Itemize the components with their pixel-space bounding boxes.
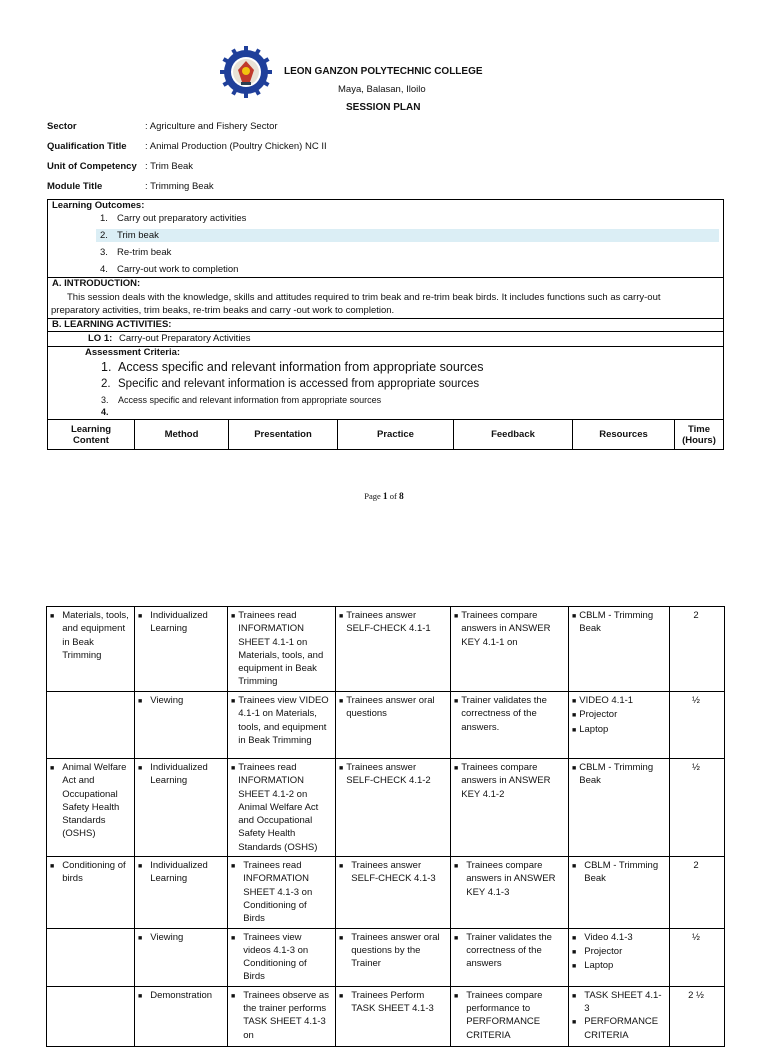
- cell-feedback: ■ Trainees compare answers in ANSWER KEY 4.1-2: [451, 759, 569, 857]
- col-header-practice: Practice: [338, 420, 454, 450]
- criteria-item: [101, 407, 118, 417]
- cell-method: ■ Individualized Learning: [135, 759, 228, 857]
- lo-row: [47, 331, 724, 347]
- bullet-icon: ■: [138, 934, 143, 942]
- col-header-content: Learning Content: [48, 420, 135, 450]
- criteria-item: [101, 395, 381, 405]
- bullet-icon: ■: [231, 992, 236, 1000]
- cell-presentation: ■ Trainees view videos 4.1-3 on Conditioning of Birds: [228, 928, 336, 986]
- bullet-icon: ■: [572, 698, 577, 705]
- introduction-line: preparatory activities, trim beaks, re-trim beaks and carry -out work to completion.: [51, 305, 395, 316]
- table-row: [47, 607, 725, 692]
- bullet-icon: ■: [572, 613, 577, 620]
- bullet-icon: ■: [231, 863, 236, 871]
- criteria-number: 1.: [101, 360, 112, 374]
- page-total: 8: [399, 492, 404, 502]
- learning-outcomes-title: Learning Outcomes:: [52, 200, 145, 211]
- highlight-bar: [96, 229, 719, 242]
- session-plan-table: [46, 606, 725, 1047]
- cell-time: ½: [670, 692, 725, 759]
- cell-feedback: ■ Trainees compare answers in ANSWER KEY 4.1-3: [451, 857, 569, 928]
- bullet-icon: ■: [572, 1019, 577, 1027]
- outcome-number: 2.: [100, 230, 108, 241]
- cell-presentation: ■ Trainees view VIDEO 4.1-1 on Materials, tools, and equipment in Beak Trimming: [228, 692, 336, 759]
- cell-resources: ■ CBLM - Trimming Beak: [569, 607, 670, 692]
- meta-value: : Trimming Beak: [145, 181, 214, 192]
- cell-time: ½: [670, 759, 725, 857]
- cell-presentation: ■ Trainees read INFORMATION SHEET 4.1-3 on Conditioning of Birds: [228, 857, 336, 928]
- bullet-icon: ■: [572, 765, 577, 772]
- bullet-icon: ■: [572, 863, 577, 871]
- criteria-number: 4.: [101, 407, 109, 417]
- table-row: [47, 986, 725, 1046]
- learning-activities-title-box: [47, 318, 724, 332]
- learning-outcome-item: [100, 247, 171, 258]
- criteria-text: Access specific and relevant information from appropriate sources: [118, 360, 484, 374]
- table-row: [47, 759, 725, 857]
- learning-activities-title: B. LEARNING ACTIVITIES:: [52, 319, 172, 330]
- meta-label: Qualification Title: [47, 141, 127, 152]
- table-row: [47, 857, 725, 928]
- cell-practice: ■ Trainees answer SELF-CHECK 4.1-2: [336, 759, 451, 857]
- bullet-icon: ■: [339, 765, 344, 772]
- table-row: [47, 692, 725, 759]
- cell-resources: ■ CBLM - Trimming Beak: [569, 759, 670, 857]
- col-header-method: Method: [135, 420, 229, 450]
- outcome-text: Re-trim beak: [117, 247, 172, 258]
- cell-content: [47, 986, 135, 1046]
- bullet-icon: ■: [339, 992, 344, 1000]
- col-header-resources: Resources: [573, 420, 675, 450]
- document-title: SESSION PLAN: [346, 102, 421, 113]
- criteria-item: [101, 378, 479, 390]
- bullet-icon: ■: [572, 948, 577, 956]
- criteria-number: 3.: [101, 395, 109, 405]
- outcome-number: 4.: [100, 264, 108, 275]
- cell-feedback: ■ Trainees compare performance to PERFORMANCE CRITERIA: [451, 986, 569, 1046]
- criteria-text: Specific and relevant information is accessed from appropriate sources: [118, 378, 480, 390]
- meta-label: Sector: [47, 121, 77, 132]
- cell-practice: ■ Trainees answer oral questions: [336, 692, 451, 759]
- table-row: [47, 928, 725, 986]
- outcome-text: Carry out preparatory activities: [117, 213, 247, 224]
- page-of-word: of: [389, 491, 397, 501]
- cell-time: 2 ½: [670, 986, 725, 1046]
- cell-practice: ■ Trainees answer SELF-CHECK 4.1-3: [336, 857, 451, 928]
- learning-outcome-item: [100, 230, 159, 241]
- bullet-icon: ■: [572, 726, 577, 734]
- cell-time: 2: [670, 857, 725, 928]
- page-word: Page: [364, 491, 381, 501]
- column-header-table: [47, 419, 724, 450]
- bullet-icon: ■: [50, 863, 55, 871]
- col-header-time: Time (Hours): [675, 420, 724, 450]
- meta-label: Unit of Competency: [47, 161, 137, 172]
- bullet-icon: ■: [138, 698, 143, 705]
- learning-outcome-item: [100, 213, 246, 224]
- outcome-text: Trim beak: [117, 230, 159, 241]
- cell-content: [47, 928, 135, 986]
- cell-resources: ■ VIDEO 4.1-1 ■ Projector ■ Laptop: [569, 692, 670, 759]
- bullet-icon: ■: [454, 613, 459, 620]
- cell-presentation: ■ Trainees read INFORMATION SHEET 4.1-2 on Animal Welfare Act and Occupational Safety Health Standards (OSHS): [228, 759, 336, 857]
- meta-value: : Trim Beak: [145, 161, 194, 172]
- introduction-box: [47, 277, 724, 319]
- cell-feedback: ■ Trainer validates the correctness of the answers: [451, 928, 569, 986]
- cell-resources: ■ Video 4.1-3 ■ Projector ■ Laptop: [569, 928, 670, 986]
- bullet-icon: ■: [138, 613, 143, 620]
- bullet-icon: ■: [572, 992, 577, 1000]
- outcome-text: Carry-out work to completion: [117, 264, 239, 275]
- bullet-icon: ■: [454, 698, 459, 705]
- bullet-icon: ■: [231, 698, 236, 705]
- outcome-number: 3.: [100, 247, 108, 258]
- cell-method: ■ Viewing: [135, 928, 228, 986]
- bullet-icon: ■: [454, 934, 459, 942]
- introduction-title: A. INTRODUCTION:: [52, 278, 141, 289]
- meta-value: : Agriculture and Fishery Sector: [145, 121, 278, 132]
- cell-content: [47, 692, 135, 759]
- bullet-icon: ■: [572, 934, 577, 942]
- criteria-text: Access specific and relevant information from appropriate sources: [118, 395, 382, 405]
- bullet-icon: ■: [572, 963, 577, 971]
- bullet-icon: ■: [231, 765, 236, 772]
- cell-content: ■ Materials, tools, and equipment in Beak Trimming: [47, 607, 135, 692]
- bullet-icon: ■: [339, 863, 344, 871]
- bullet-icon: ■: [50, 765, 55, 772]
- col-header-feedback: Feedback: [454, 420, 573, 450]
- lo-label: LO 1:: [88, 333, 113, 344]
- cell-practice: ■ Trainees Perform TASK SHEET 4.1-3: [336, 986, 451, 1046]
- bullet-icon: ■: [138, 863, 143, 871]
- meta-label: Module Title: [47, 181, 103, 192]
- cell-resources: ■ CBLM - Trimming Beak: [569, 857, 670, 928]
- meta-value: : Animal Production (Poultry Chicken) NC II: [145, 141, 327, 152]
- outcome-number: 1.: [100, 213, 108, 224]
- bullet-icon: ■: [339, 698, 344, 705]
- assessment-criteria-box: [47, 346, 724, 420]
- cell-practice: ■ Trainees answer SELF-CHECK 4.1-1: [336, 607, 451, 692]
- bullet-icon: ■: [138, 765, 143, 772]
- assessment-criteria-title: Assessment Criteria:: [85, 347, 181, 358]
- cell-method: ■ Demonstration: [135, 986, 228, 1046]
- learning-outcomes-box: [47, 199, 724, 278]
- bullet-icon: ■: [339, 934, 344, 942]
- cell-feedback: ■ Trainees compare answers in ANSWER KEY 4.1-1 on: [451, 607, 569, 692]
- page-footer: [0, 491, 768, 502]
- page-current: 1: [382, 492, 388, 502]
- criteria-item: [101, 360, 483, 374]
- bullet-icon: ■: [138, 992, 143, 1000]
- introduction-line: This session deals with the knowledge, skills and attitudes required to trim beak and re-trim beak birds. It includes functions such as carry-out: [67, 292, 661, 303]
- bullet-icon: ■: [231, 934, 236, 942]
- cell-resources: ■ TASK SHEET 4.1-3 ■ PERFORMANCE CRITERIA: [569, 986, 670, 1046]
- college-seal-logo: [220, 46, 272, 98]
- bullet-icon: ■: [572, 712, 577, 720]
- cell-method: ■ Individualized Learning: [135, 857, 228, 928]
- bullet-icon: ■: [454, 765, 459, 772]
- criteria-number: 2.: [101, 378, 111, 390]
- cell-content: ■ Animal Welfare Act and Occupational Safety Health Standards (OSHS): [47, 759, 135, 857]
- cell-time: ½: [670, 928, 725, 986]
- college-name: LEON GANZON POLYTECHNIC COLLEGE: [284, 66, 483, 77]
- cell-time: 2: [670, 607, 725, 692]
- bullet-icon: ■: [231, 613, 236, 620]
- college-address: Maya, Balasan, Iloilo: [338, 84, 426, 95]
- bullet-icon: ■: [454, 863, 459, 871]
- col-header-presentation: Presentation: [229, 420, 338, 450]
- cell-method: ■ Viewing: [135, 692, 228, 759]
- cell-presentation: ■ Trainees read INFORMATION SHEET 4.1-1 on Materials, tools, and equipment in Beak Trimming: [228, 607, 336, 692]
- cell-method: ■ Individualized Learning: [135, 607, 228, 692]
- learning-outcome-item: [100, 264, 238, 275]
- bullet-icon: ■: [339, 613, 344, 620]
- bullet-icon: ■: [454, 992, 459, 1000]
- cell-presentation: ■ Trainees observe as the trainer performs TASK SHEET 4.1-3 on: [228, 986, 336, 1046]
- cell-feedback: ■ Trainer validates the correctness of the answers.: [451, 692, 569, 759]
- bullet-icon: ■: [50, 613, 55, 620]
- cell-content: ■ Conditioning of birds: [47, 857, 135, 928]
- lo-text: Carry-out Preparatory Activities: [119, 333, 251, 344]
- cell-practice: ■ Trainees answer oral questions by the Trainer: [336, 928, 451, 986]
